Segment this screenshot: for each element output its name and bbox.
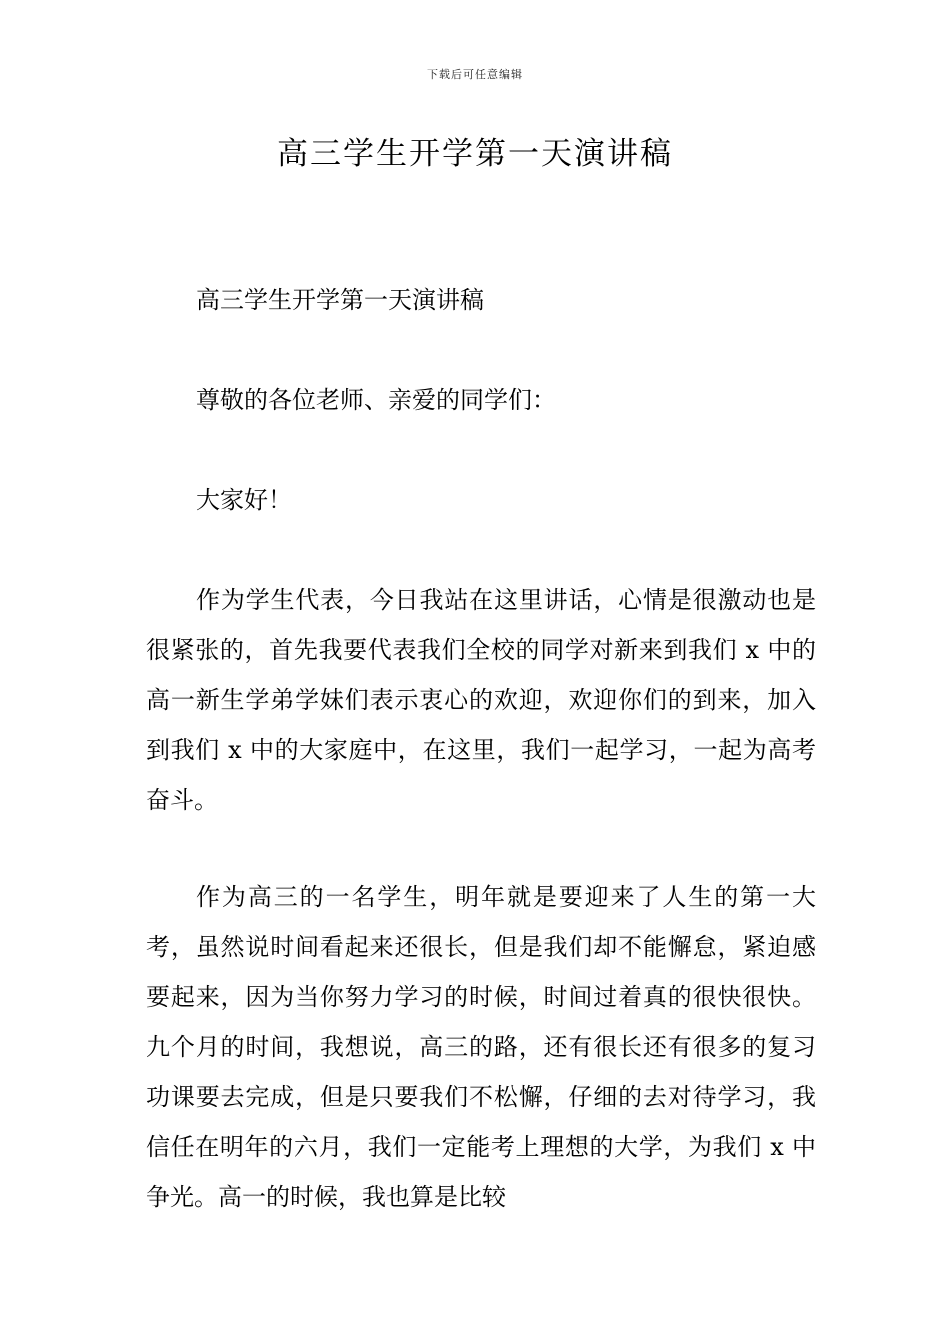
header-note: 下载后可任意编辑 [427,68,523,81]
paragraph-2: 作为高三的一名学生，明年就是要迎来了人生的第一大考，虽然说时间看起来还很长，但是我们却不能懈怠，紧迫感要起来，因为当你努力学习的时候，时间过着真的很快很快。九个月的时间，我想说，高三的路，还有很长还有很多的复习功课要去完成，但是只要我们不松懈，仔细的去对待学习，我信任在明年的六月，我们一定能考上理想的大学，为我们 x 中争光。高一的时候，我也算是比较 [146,883,816,1211]
speech-subtitle: 高三学生开学第一天演讲稿 [196,286,484,314]
salutation: 尊敬的各位老师、亲爱的同学们： [196,386,556,414]
paragraph-1: 作为学生代表，今日我站在这里讲话，心情是很激动也是很紧张的，首先我要代表我们全校的同学对新来到我们 x 中的高一新生学弟学妹们表示衷心的欢迎，欢迎你们的到来，加入到我们 x 中的大家庭中，在这里，我们一起学习，一起为高考奋斗。 [146,586,816,814]
greeting: 大家好！ [196,486,292,514]
document-title: 高三学生开学第一天演讲稿 [277,136,673,172]
